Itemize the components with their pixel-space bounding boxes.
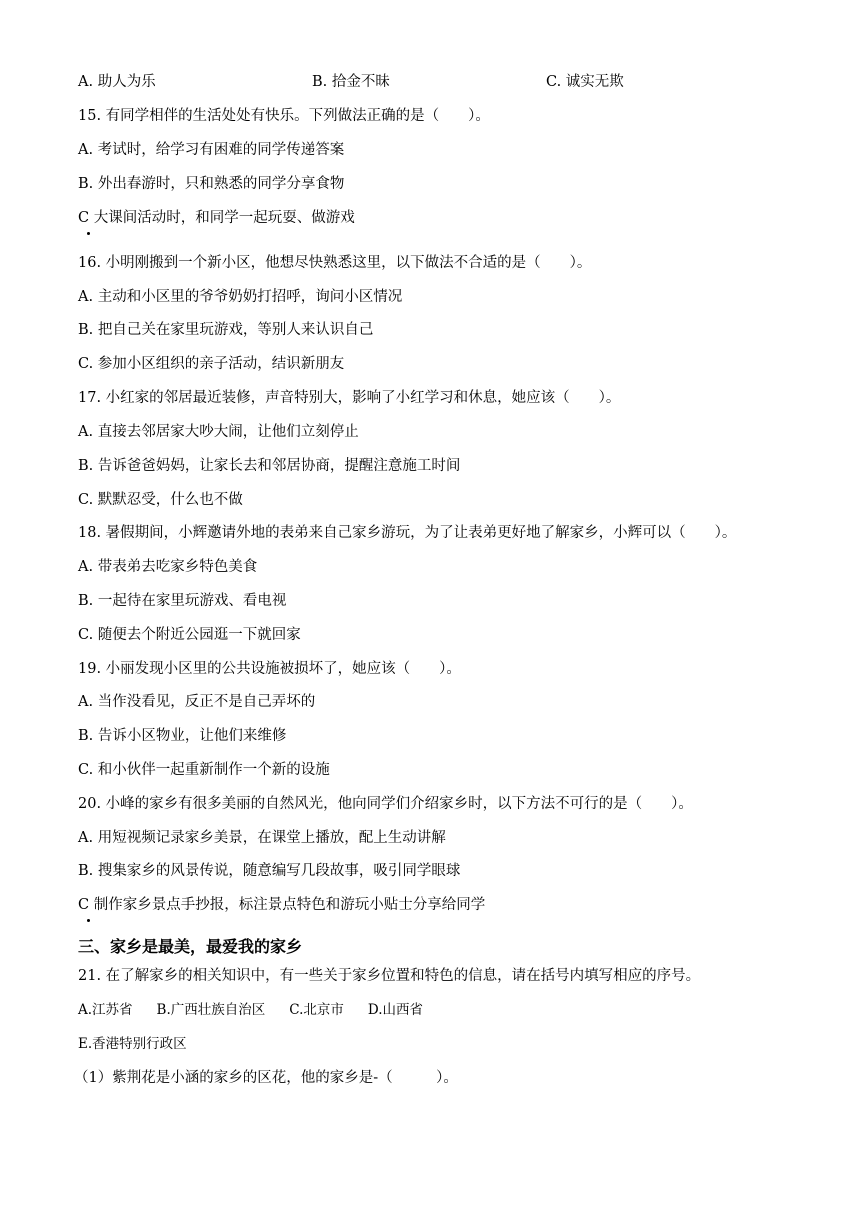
- q20-option-b: B. 搜集家乡的风景传说，随意编写几段故事，吸引同学眼球: [78, 863, 461, 879]
- q17-option-c: C. 默默忍受，什么也不做: [78, 492, 243, 508]
- q18-option-a: A. 带表弟去吃家乡特色美食: [78, 559, 258, 575]
- q21-stem: 21. 在了解家乡的相关知识中，有一些关于家乡位置和特色的信息，请在括号内填写相应的序号。: [78, 968, 701, 984]
- q14-option-c: C. 诚实无欺: [546, 74, 624, 90]
- q21-option-b: B.广西壮族自治区: [156, 1002, 266, 1018]
- q15-option-a: A. 考试时，给学习有困难的同学传递答案: [78, 142, 345, 158]
- q16-option-a: A. 主动和小区里的爷爷奶奶打招呼，询问小区情况: [78, 289, 403, 305]
- q19-option-a: A. 当作没看见，反正不是自己弄坏的: [78, 694, 316, 710]
- q14-option-b: B. 拾金不昧: [312, 74, 390, 90]
- q16-option-c: C. 参加小区组织的亲子活动，结识新朋友: [78, 356, 345, 372]
- q19-option-c: C. 和小伙伴一起重新制作一个新的设施: [78, 762, 330, 778]
- q20-option-c: C 制作家乡景点手抄报，标注景点特色和游玩小贴士分享给同学: [78, 897, 486, 913]
- q14-option-a: A. 助人为乐: [78, 74, 156, 90]
- q17-stem: 17. 小红家的邻居最近装修，声音特别大，影响了小红学习和休息，她应该（ ）。: [78, 390, 621, 406]
- q19-stem: 19. 小丽发现小区里的公共设施被损坏了，她应该（ ）。: [78, 661, 461, 677]
- answer-dot-mark: [87, 919, 90, 922]
- q17-option-b: B. 告诉爸爸妈妈，让家长去和邻居协商，提醒注意施工时间: [78, 458, 461, 474]
- q21-option-e: E.香港特别行政区: [78, 1036, 187, 1052]
- answer-dot-mark: [87, 232, 90, 235]
- q20-option-a: A. 用短视频记录家乡美景，在课堂上播放，配上生动讲解: [78, 830, 446, 846]
- q16-stem: 16. 小明刚搬到一个新小区，他想尽快熟悉这里，以下做法不合适的是（ ）。: [78, 255, 592, 271]
- q21-option-c: C.北京市: [289, 1002, 344, 1018]
- q15-stem: 15. 有同学相伴的生活处处有快乐。下列做法正确的是（ ）。: [78, 108, 490, 124]
- section-3-title: 三、家乡是最美，最爱我的家乡: [78, 937, 303, 956]
- q15-option-c: C 大课间活动时，和同学一起玩耍、做游戏: [78, 210, 355, 226]
- q18-option-b: B. 一起待在家里玩游戏、看电视: [78, 593, 287, 609]
- q15-option-b: B. 外出春游时，只和熟悉的同学分享食物: [78, 176, 345, 192]
- q17-option-a: A. 直接去邻居家大吵大闹，让他们立刻停止: [78, 424, 359, 440]
- q20-stem: 20. 小峰的家乡有很多美丽的自然风光，他向同学们介绍家乡时，以下方法不可行的是（ ）。: [78, 796, 693, 812]
- q21-subquestion-1: （1）紫荆花是小涵的家乡的区花，他的家乡是-（ ）。: [74, 1070, 458, 1086]
- q16-option-b: B. 把自己关在家里玩游戏，等别人来认识自己: [78, 322, 374, 338]
- q18-stem: 18. 暑假期间，小辉邀请外地的表弟来自己家乡游玩，为了让表弟更好地了解家乡，小辉可以（ ）。: [78, 525, 737, 541]
- q21-option-a: A.江苏省: [78, 1002, 133, 1018]
- q19-option-b: B. 告诉小区物业，让他们来维修: [78, 728, 287, 744]
- q18-option-c: C. 随便去个附近公园逛一下就回家: [78, 627, 301, 643]
- q21-option-d: D.山西省: [367, 1002, 424, 1018]
- q21-options-row: [78, 1000, 447, 1020]
